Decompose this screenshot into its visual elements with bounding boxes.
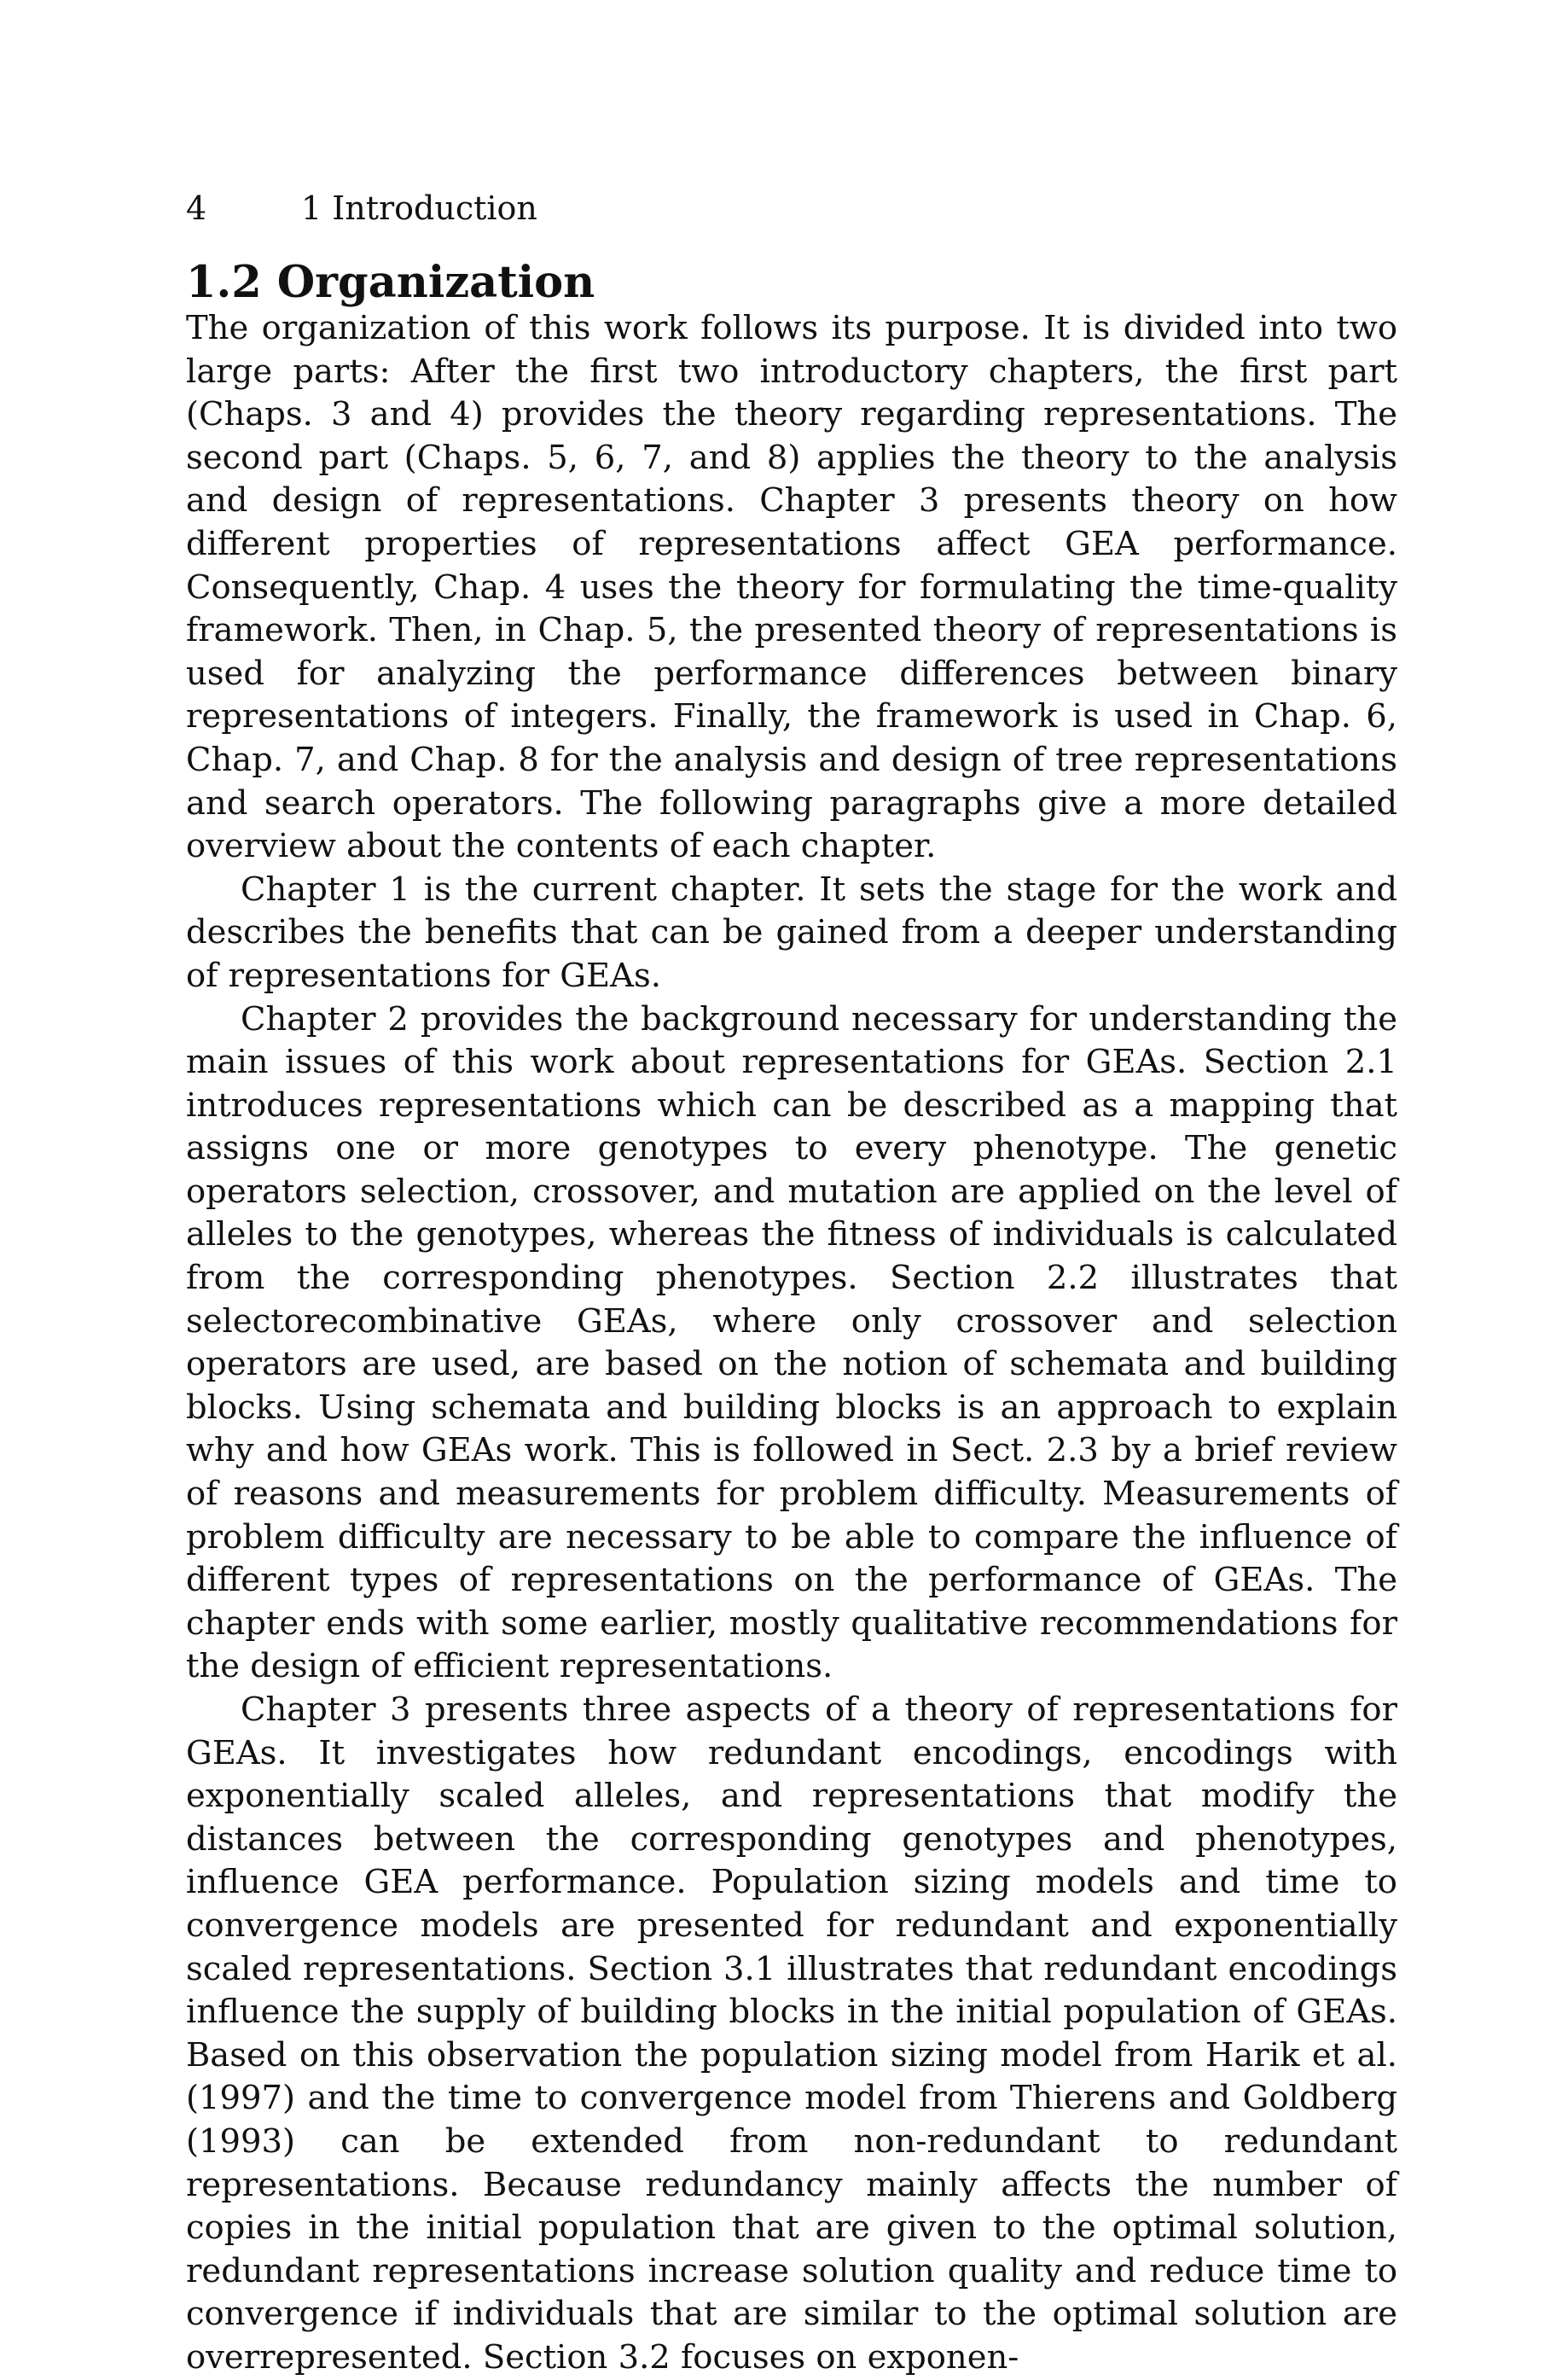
body-text — [186, 307, 1397, 2380]
page-number: 4 — [186, 189, 207, 227]
chapter-running-title: 1 Introduction — [301, 189, 537, 227]
running-head — [186, 189, 537, 227]
section-number: 1.2 — [186, 257, 262, 308]
paragraph-chapter-2: Chapter 2 provides the background necessary for understanding the main issues of this work about representations for GEAs. Section 2.1 introduces representations which can be described as a mapping that assigns one or more genotypes to every phenotype. The genetic operators selection, crossover, and mutation are applied on the level of alleles to the genotypes, whereas the fitness of individuals is calculated from the corresponding phenotypes. Section 2.2 illustrates that selectorecombinative GEAs, where only crossover and selection operators are used, are based on the notion of schemata and building blocks. Using schemata and building blocks is an approach to explain why and how GEAs work. This is followed in Sect. 2.3 by a brief review of reasons and measurements for problem difficulty. Measurements of problem difficulty are necessary to be able to compare the influence of different types of representations on the performance of GEAs. The chapter ends with some earlier, mostly qualitative recommendations for the design of efficient representations. — [186, 999, 1397, 1686]
paragraph-chapter-1: Chapter 1 is the current chapter. It sets the stage for the work and describes the benefits that can be gained from a deeper understanding of representations for GEAs. — [186, 870, 1397, 995]
paragraph-chapter-3: Chapter 3 presents three aspects of a theory of representations for GEAs. It investigates how redundant encodings, encodings with exponentially scaled alleles, and representations that modify the distances between the corresponding genotypes and phenotypes, influence GEA performance. Population sizing models and time to convergence models are presented for redundant and exponentially scaled representations. Section 3.1 illustrates that redundant encodings influence the supply of building blocks in the initial population of GEAs. Based on this observation the population sizing model from Harik et al. (1997) and the time to convergence model from Thierens and Goldberg (1993) can be extended from non-redundant to redundant representations. Because redundancy mainly affects the number of copies in the initial population that are given to the optimal solution, redundant representations increase solution quality and reduce time to convergence if individuals that are similar to the optimal solution are overrepresented. Section 3.2 focuses on exponen- — [186, 1690, 1397, 2377]
section-title: Organization — [276, 257, 595, 308]
paragraph-overview: The organization of this work follows its purpose. It is divided into two large parts: After the first two introductory chapters, the first part (Chaps. 3 and 4) provides the theory regarding representations. The second part (Chaps. 5, 6, 7, and 8) applies the theory to the analysis and design of representations. Chapter 3 presents theory on how different properties of representations affect GEA performance. Consequently, Chap. 4 uses the theory for formulating the time-quality framework. Then, in Chap. 5, the presented theory of representations is used for analyzing the performance differences between binary representations of integers. Finally, the framework is used in Chap. 6, Chap. 7, and Chap. 8 for the analysis and design of tree representations and search operators. The following paragraphs give a more detailed overview about the contents of each chapter. — [186, 309, 1397, 866]
section-heading — [186, 257, 595, 308]
